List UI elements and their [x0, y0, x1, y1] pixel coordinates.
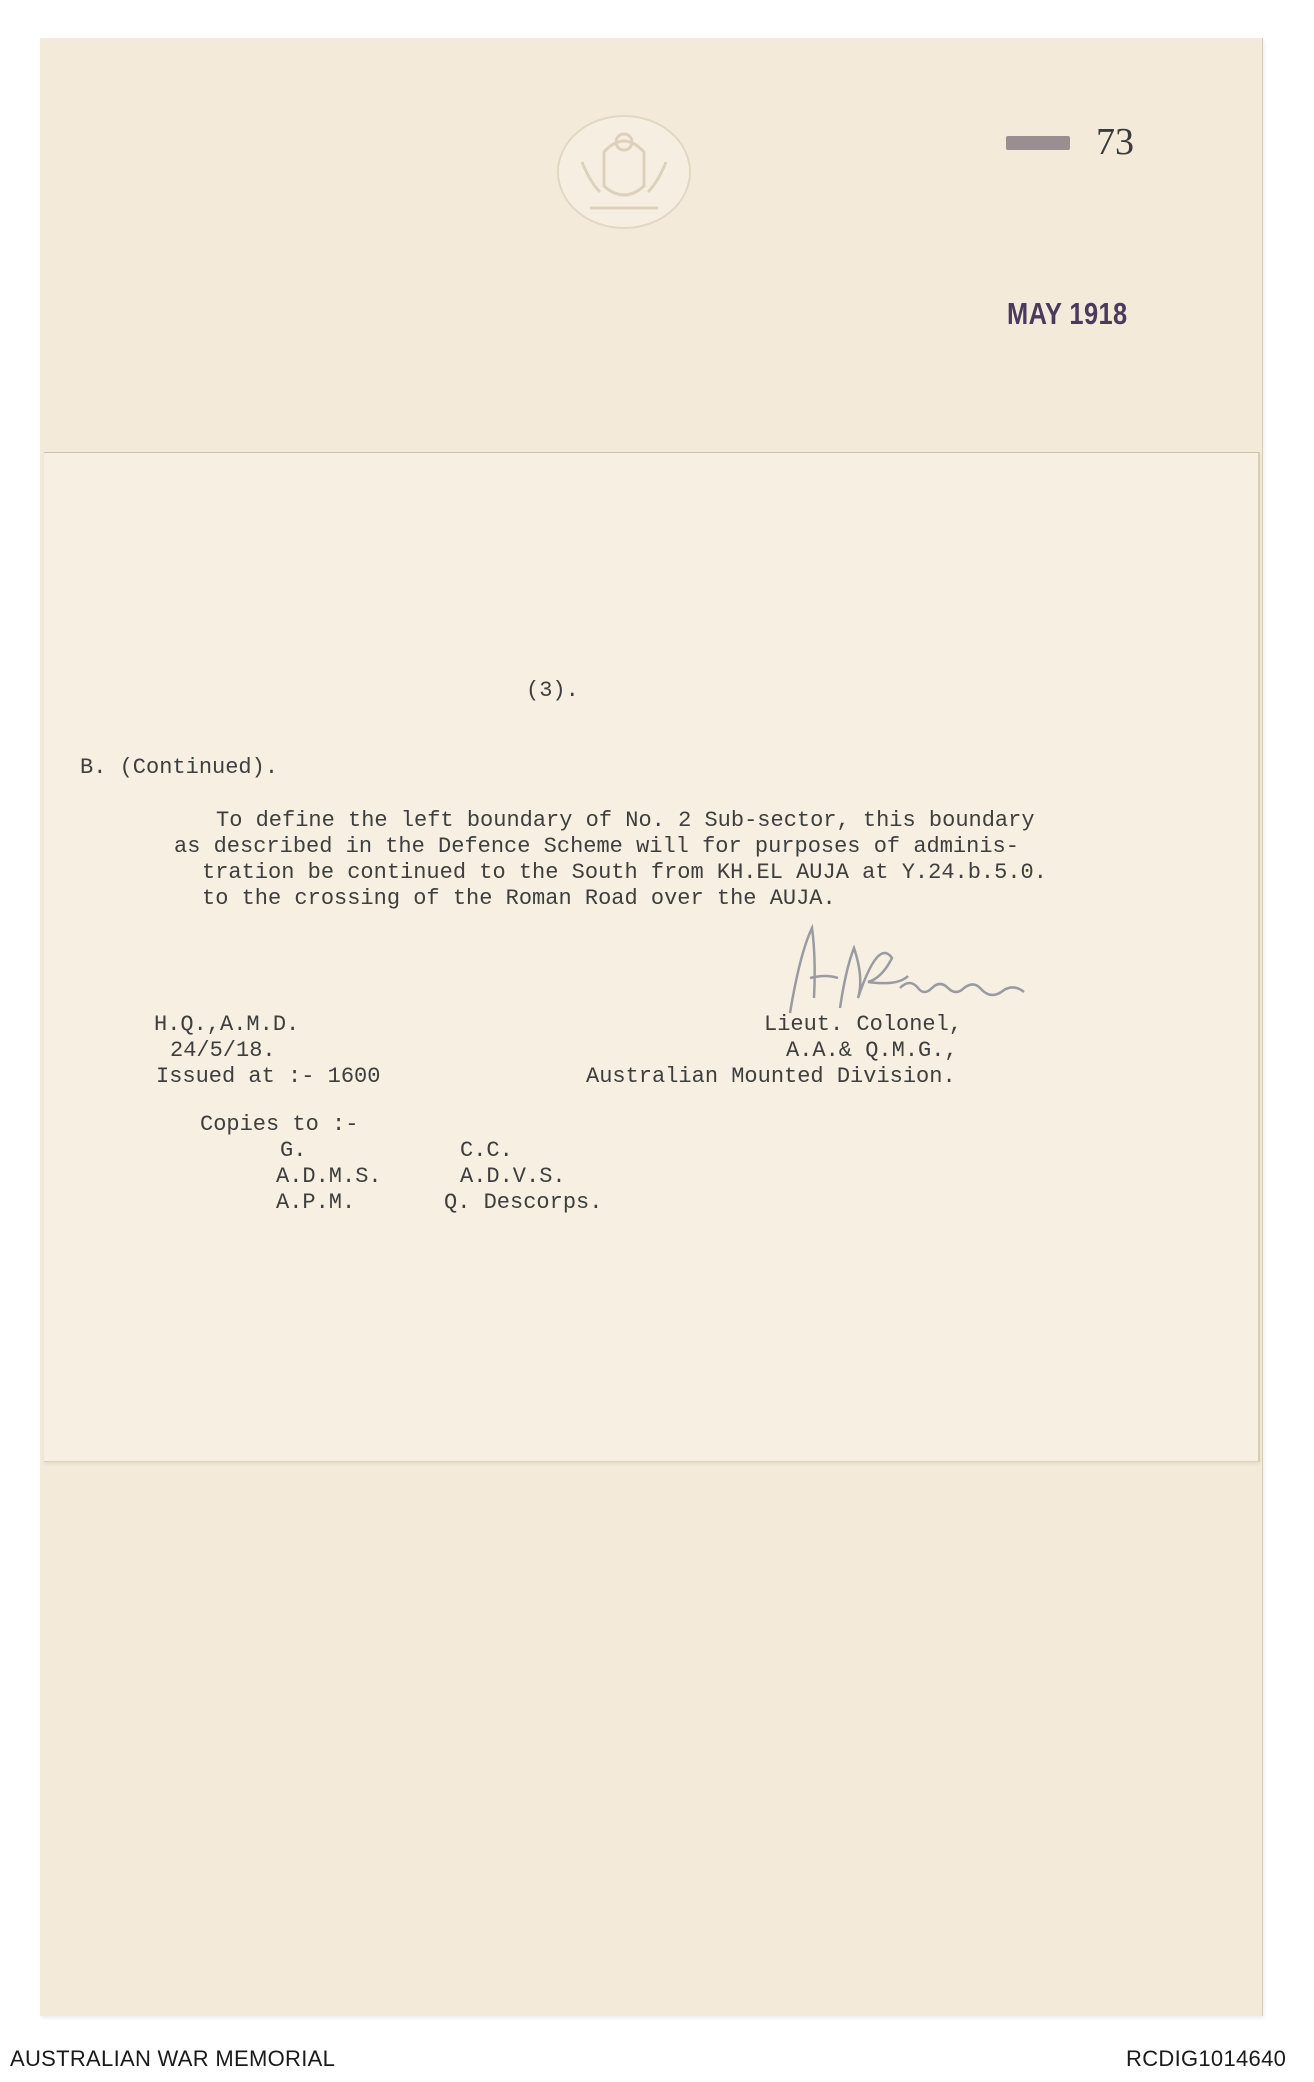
- section-heading: B. (Continued).: [80, 755, 279, 780]
- copy-recipient: G.: [280, 1138, 307, 1163]
- date-stamp: MAY 1918: [1007, 296, 1128, 331]
- copy-recipient: C.C.: [460, 1138, 513, 1163]
- archive-reference: RCDIG1014640: [1126, 2046, 1287, 2071]
- signatory-appointment: A.A.& Q.M.G.,: [786, 1038, 958, 1063]
- royal-crest-emboss-icon: [554, 112, 694, 232]
- issued-time: Issued at :- 1600: [156, 1064, 381, 1089]
- pasted-memo-sheet: [44, 452, 1260, 1462]
- page-marker: (3).: [526, 678, 579, 703]
- origin-date: 24/5/18.: [170, 1038, 276, 1063]
- copy-recipient: A.D.V.S.: [460, 1164, 566, 1189]
- copy-recipient: Q. Descorps.: [444, 1190, 603, 1215]
- archive-credit: AUSTRALIAN WAR MEMORIAL: [10, 2046, 336, 2071]
- copy-recipient: A.D.M.S.: [276, 1164, 382, 1189]
- stamp-smudge: [1006, 136, 1070, 150]
- copies-heading: Copies to :-: [200, 1112, 359, 1137]
- origin-hq: H.Q.,A.M.D.: [154, 1012, 300, 1037]
- body-line-3: tration be continued to the South from KH.EL AUJA at Y.24.b.5.0.: [202, 860, 1047, 885]
- copy-recipient: A.P.M.: [276, 1190, 356, 1215]
- body-line-4: to the crossing of the Roman Road over the AUJA.: [202, 886, 836, 911]
- page-number: 73: [1096, 121, 1134, 163]
- signatory-unit: Australian Mounted Division.: [586, 1064, 956, 1089]
- body-line-2: as described in the Defence Scheme will for purposes of adminis-: [174, 834, 1019, 859]
- body-line-1: To define the left boundary of No. 2 Sub-sector, this boundary: [216, 808, 1035, 833]
- signatory-rank: Lieut. Colonel,: [764, 1012, 963, 1037]
